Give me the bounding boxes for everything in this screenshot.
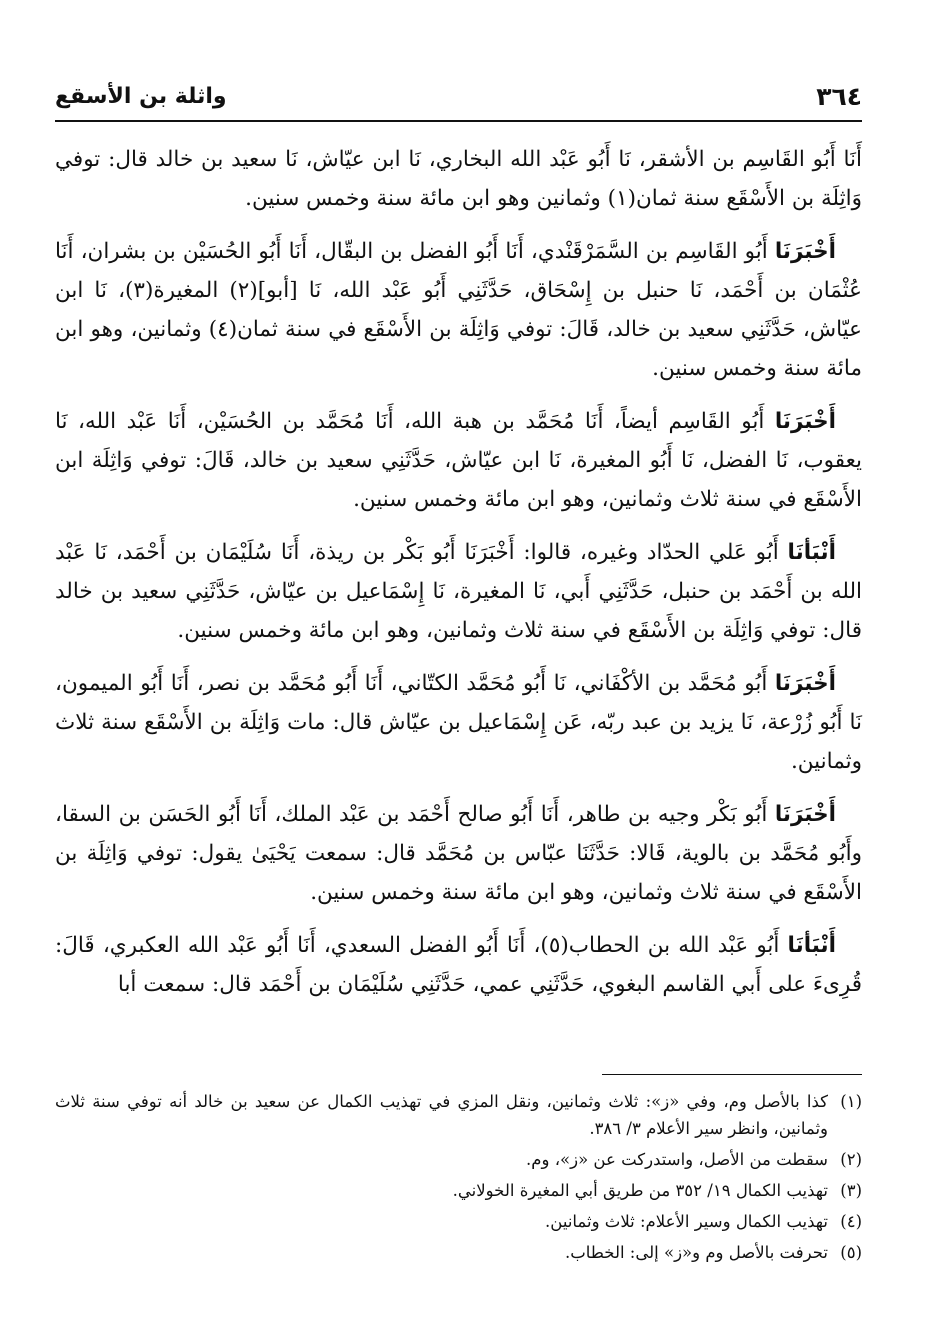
footnote-rule [602, 1074, 862, 1075]
paragraph [55, 232, 862, 388]
footnote [55, 1208, 862, 1235]
paragraph [55, 140, 862, 218]
footnote-text: تهذيب الكمال ١٩/ ٣٥٢ من طريق أبي المغيرة الخولاني. [452, 1181, 828, 1200]
paragraph-text: أَنَا أَبُو القَاسِم بن الأشقر، نَا أَبُو عَبْد الله البخاري، نَا ابن عيّاش، نَا سعيد بن خالد قال: توفي وَاثِلَة بن الأَسْقَع سنة ثمان(١) وثمانين وهو ابن مائة سنة وخمس سنين. [55, 147, 862, 211]
paragraph [55, 402, 862, 519]
paragraph-lead: أَخْبَرَنَا [774, 409, 836, 434]
paragraph-lead: أَخْبَرَنَا [774, 802, 836, 827]
footnote-number: (٤) [840, 1212, 862, 1231]
footnote-number: (٢) [840, 1150, 862, 1169]
paragraph [55, 926, 862, 1004]
paragraph-text: أَبُو عَبْد الله بن الحطاب(٥)، أَنَا أَبُو الفضل السعدي، أَنَا أَبُو عَبْد الله العكبري، قَالَ: قُرِىءَ على أَبي القاسم البغوي، حَدَّثَنِي عمي، حَدَّثَنِي سُلَيْمَان بن أَحْمَد قال: سمعت أبا [55, 933, 862, 997]
paragraph-lead: أَنْبَأنَا [787, 933, 836, 958]
footnote [55, 1088, 862, 1142]
paragraph-text: أَبُو القَاسِم بن السَّمَرْقَنْدي، أَنَا أَبُو الفضل بن البقّال، أَنَا أَبُو الحُسَيْن بن بشران، أَنَا عُثْمَان بن أَحْمَد، نَا حنبل بن إِسْحَاق، حَدَّثَنِي أَبُو عَبْد الله، نَا [أبو](٢) المغيرة(٣)، نَا ابن عيّاش، حَدَّثَنِي سعيد بن خالد، قَالَ: توفي وَاثِلَة بن الأَسْقَع في سنة ثمان(٤) وثمانين، وهو ابن مائة سنة وخمس سنين. [55, 239, 862, 381]
paragraph-lead: أَخْبَرَنَا [774, 239, 836, 264]
footnote-text: كذا بالأصل وم، وفي «ز»: ثلاث وثمانين، ونقل المزي في تهذيب الكمال عن سعيد بن خالد أنه توفي سنة ثلاث وثمانين، وانظر سير الأعلام ٣/ ٣٨٦. [55, 1092, 828, 1138]
main-text [55, 140, 862, 1018]
paragraph-lead: أَنْبَأنَا [787, 540, 836, 565]
page-header [55, 82, 862, 118]
footnote-text: سقطت من الأصل، واستدركت عن «ز»، وم. [526, 1150, 828, 1169]
footnote-number: (١) [840, 1092, 862, 1111]
paragraph [55, 533, 862, 650]
paragraph [55, 795, 862, 912]
footnotes [55, 1088, 862, 1270]
footnote [55, 1239, 862, 1266]
paragraph-lead: أَخْبَرَنَا [774, 671, 836, 696]
paragraph [55, 664, 862, 781]
paragraph-text: أَبُو بَكْر وجيه بن طاهر، أَنَا أَبُو صالح أَحْمَد بن عَبْد الملك، أَنَا أَبُو الحَسَن بن السقا، وأَبُو مُحَمَّد بن بالوية، قَالا: حَدَّثَنَا عبّاس بن مُحَمَّد قال: سمعت يَحْيَىٰ يقول: توفي وَاثِلَة بن الأَسْقَع في سنة ثلاث وثمانين، وهو ابن مائة سنة وخمس سنين. [55, 802, 862, 905]
running-title: واثلة بن الأسقع [55, 84, 227, 109]
footnote [55, 1177, 862, 1204]
footnote-number: (٣) [840, 1181, 862, 1200]
footnote-number: (٥) [840, 1243, 862, 1262]
footnote [55, 1146, 862, 1173]
footnote-text: تهذيب الكمال وسير الأعلام: ثلاث وثمانين. [545, 1212, 828, 1231]
header-rule [55, 120, 862, 122]
page-number: ٣٦٤ [816, 82, 862, 111]
paragraph-text: أَبُو عَلي الحدّاد وغيره، قالوا: أَخْبَرَنَا أَبُو بَكْر بن ريذة، أَنَا سُلَيْمَان بن أَحْمَد، نَا عَبْد الله بن أَحْمَد بن حنبل، حَدَّثَنِي أَبي، نَا المغيرة، نَا إِسْمَاعيل بن عيّاش، حَدَّثَنِي سعيد بن خالد قال: توفي وَاثِلَة بن الأَسْقَع في سنة ثلاث وثمانين، وهو ابن مائة وخمس سنين. [55, 540, 862, 643]
paragraph-text: أَبُو مُحَمَّد بن الأكْفَاني، نَا أَبُو مُحَمَّد الكتّاني، أَنَا أَبُو مُحَمَّد بن نصر، أَنَا أَبُو الميمون، نَا أَبُو زُرْعة، نَا يزيد بن عبد ربّه، عَن إِسْمَاعيل بن عيّاش قال: مات وَاثِلَة بن الأَسْقَع سنة ثلاث وثمانين. [55, 671, 862, 774]
paragraph-text: أَبُو القَاسِم أيضاً، أَنَا مُحَمَّد بن هبة الله، أَنَا مُحَمَّد بن الحُسَيْن، أَنَا عَبْد الله، نَا يعقوب، نَا الفضل، نَا أَبُو المغيرة، نَا ابن عيّاش، حَدَّثَنِي سعيد بن خالد، قَالَ: توفي وَاثِلَة ابن الأَسْقَع في سنة ثلاث وثمانين، وهو ابن مائة وخمس سنين. [55, 409, 862, 512]
footnote-text: تحرفت بالأصل وم و«ز» إلى: الخطاب. [564, 1243, 828, 1262]
